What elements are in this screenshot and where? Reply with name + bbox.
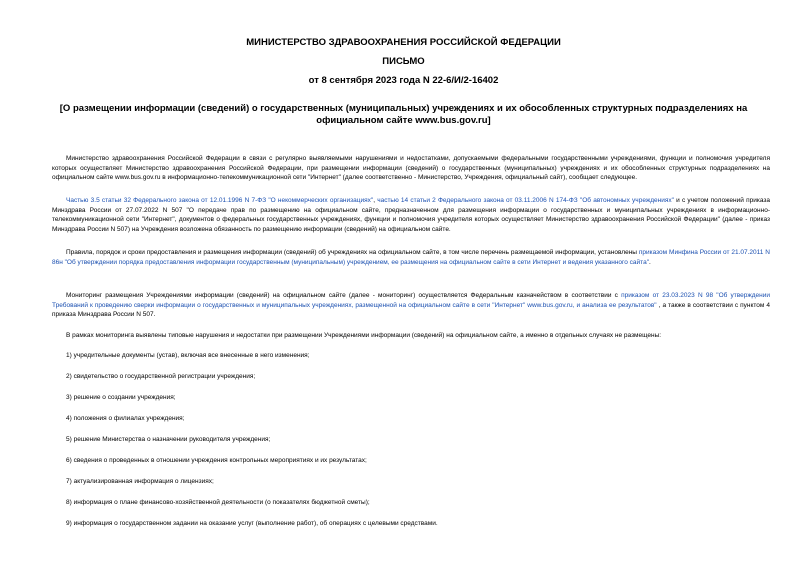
list-item [52,435,770,445]
document-subject: [О размещении информации (сведений) о государственных (муниципальных) учреждениях и их обособленных структурных подразделениях на официальном сайте www.bus.gov.ru] [59,103,748,126]
law-link-nko[interactable]: Частью 3.5 статьи 32 Федерального закона от 12.01.1996 N 7-ФЗ "О некоммерческих организациях" [66,197,374,204]
list-item-text: 7) актуализированная информация о лицензиях; [66,478,214,485]
separator-text: , [373,197,378,204]
list-item-text: 2) свидетельство о государственной регистрации учреждения; [66,373,256,380]
paragraph-intro [52,154,770,183]
list-item [52,498,770,508]
list-item-text: 4) положения о филиалах учреждения; [66,415,185,422]
list-item-text: 1) учредительные документы (устав), включая все внесенные в него изменения; [66,352,310,359]
list-item [52,456,770,466]
paragraph-legal-text-a: и с учетом положений [673,197,747,204]
paragraph-legal-text-b: приказа Минздрава России от 27.07.2022 N 507 "О передаче прав по размещению на официальном сайте, предназначенном для размещения информации о государственных и муниципальных учреждениях в информационно-телекоммуникационной сети "Интернет", документов о федеральных государственных учреждениях, функции и полномочия учредителя которых осуществляет Министерство здравоохранения Российской Федерации" (далее - приказ Минздрава России N 507) на Учреждения возложена обязанность по размещению информации (сведений) на официальном сайте. [52,197,770,233]
paragraph-intro-text: Министерство здравоохранения Российской Федерации в связи с регулярно выявляемыми нарушениями и недостатками, допускаемыми федеральными государственными учреждениями, функции и полномочия учредителя которых осуществляет Министерство здравоохранения Российской Федерации, при размещении информации (сведений) о государственных (муниципальных) учреждениях и их обособленных структурных подразделениях на официальном сайте www.bus.gov.ru в информационно-телекоммуникационной сети "Интернет" (далее соответственно - Министерство, Учреждения, официальный сайт), сообщает следующее. [52,155,770,182]
paragraph-monitoring-end: , а также в соответствии с пунктом 4 приказа Минздрава России N 507. [52,301,770,319]
paragraph-rules [52,248,770,267]
list-item-text: 3) решение о создании учреждения; [66,394,176,401]
list-item-text: 6) сведения о проведенных в отношении учреждения контрольных мероприятиях и их результатах; [66,457,367,464]
list-item-text: 9) информация о государственном задании на оказание услуг (выполнение работ), об операциях с целевыми средствами. [66,520,438,527]
minfin-order-link[interactable]: приказом Минфина России от 21.07.2011 N 86н "Об утверждении порядка предоставления информации государственным (муниципальным) учреждением, ее размещения на официальном сайте в сети Интернет и ведения указанного сайта" [52,249,770,266]
list-item [52,372,770,382]
paragraph-legal-basis [52,196,770,234]
document-type: ПИСЬМО [382,56,425,67]
ministry-title: МИНИСТЕРСТВО ЗДРАВООХРАНЕНИЯ РОССИЙСКОЙ ФЕДЕРАЦИИ [246,37,561,48]
law-link-autonomous[interactable]: частью 14 статьи 2 Федерального закона от 03.11.2006 N 174-ФЗ "Об автономных учреждениях" [377,197,674,204]
list-item [52,393,770,403]
paragraph-monitoring [52,291,770,320]
paragraph-violations [52,331,770,341]
paragraph-violations-text: В рамках мониторинга выявлены типовые нарушения и недостатки при размещении Учреждениями информации (сведений) на официальном сайте, а именно в отдельных случаях не размещены: [66,332,662,339]
document-date-number: от 8 сентября 2023 года N 22-6/И/2-16402 [308,75,499,86]
list-item [52,519,770,529]
list-item [52,351,770,361]
list-item [52,414,770,424]
paragraph-monitoring-text: Мониторинг размещения Учреждениями информации (сведений) на официальном сайте (далее - мониторинг) осуществляется Федеральным казначейством в соответствии с [66,292,622,299]
treasury-order-link[interactable]: приказом от 23.03.2023 N 98 "Об утверждении Требований к проведению сверки информации о государственных и муниципальных учреждениях, размещенной на официальном сайте в сети "Интернет" www.bus.gov.ru, и анализа ее результатов" [52,292,770,309]
list-item [52,477,770,487]
paragraph-rules-text: Правила, порядок и сроки предоставления и размещения информации (сведений) об учреждениях на официальном сайте, в том числе перечень размещаемой информации, установлены [66,249,639,256]
paragraph-rules-end: . [649,258,651,266]
list-item-text: 5) решение Министерства о назначении руководителя учреждения; [66,436,271,443]
list-item-text: 8) информация о плане финансово-хозяйственной деятельности (о показателях бюджетной сметы); [66,499,370,506]
